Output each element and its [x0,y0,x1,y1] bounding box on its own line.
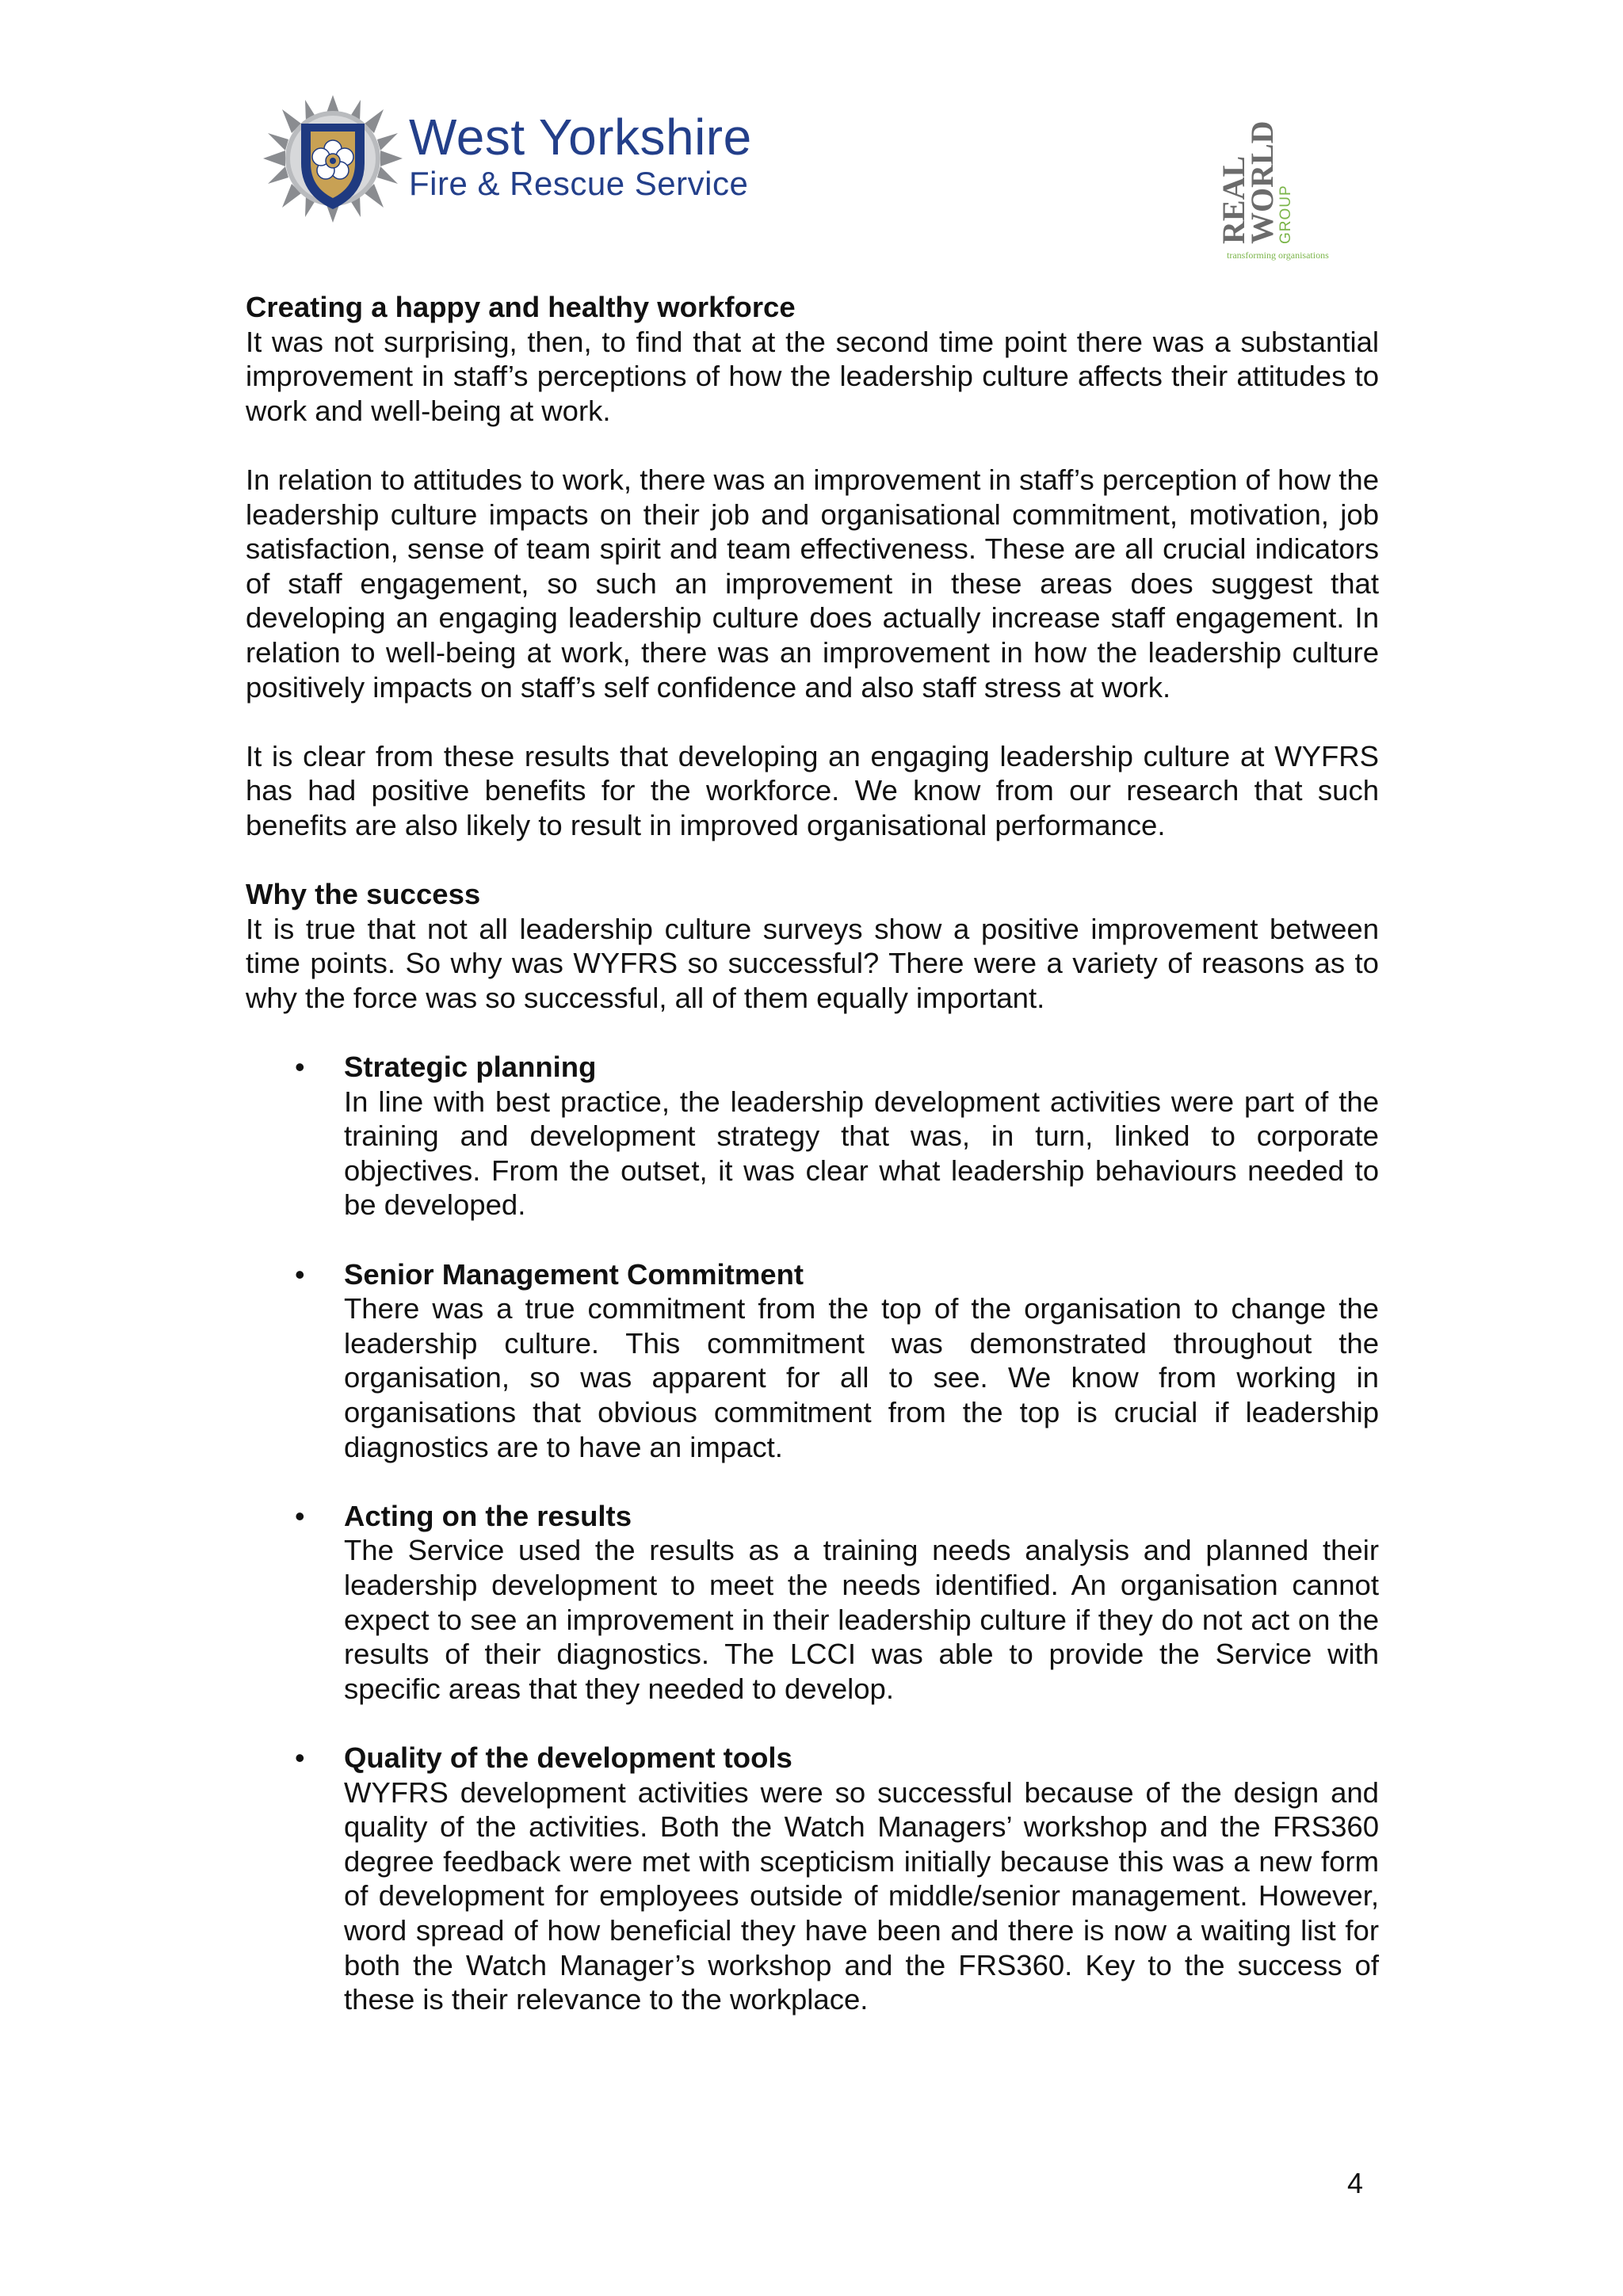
wyfrs-logo-subtitle: Fire & Rescue Service [409,165,749,202]
success-factors-list [246,1050,1379,2017]
rwg-logo-line2: WORLD [1244,120,1280,244]
paragraph: It was not surprising, then, to find that at the second time point there was a substantial improvement in staff’s perceptions of how the leadership culture affects their attitudes to work and well-being at work. [246,325,1379,427]
list-item-title: Quality of the development tools [344,1741,792,1774]
bullet-icon: • [295,1257,305,1291]
list-item [246,1050,1379,1222]
section-heading-workforce: Creating a happy and healthy workforce [246,291,796,323]
bullet-icon: • [295,1499,305,1532]
list-item [246,1257,1379,1465]
wyfrs-logo [262,93,785,228]
section-heading-why-success: Why the success [246,878,481,911]
wyfrs-logo-name: West Yorkshire [409,109,752,166]
page-number: 4 [1347,2167,1364,2199]
rwg-logo-tagline: transforming organisations [1227,250,1329,261]
paragraph: It is true that not all leadership culture surveys show a positive improvement between time points. So why was WYFRS so successful? There were a variety of reasons as to why the force was so successful, all of them equally important. [246,912,1379,1014]
list-item-body: There was a true commitment from the top of the organisation to change the leadership culture. This commitment was demonstrated throughout the organisation, so was apparent for all to see. We know from working in organisations that obvious commitment from the top is crucial if leadership diagnostics are to have an impact. [344,1292,1379,1463]
document-body [246,290,1379,2051]
wyfrs-star-shield-rose-icon [262,93,404,224]
paragraph: It is clear from these results that developing an engaging leadership culture at WYFRS has had positive benefits for the workforce. We know from our research that such benefits are also likely to result in improved organisational performance. [246,739,1379,841]
list-item [246,1499,1379,1707]
rwg-logo-line1: REAL [1216,155,1251,244]
list-item-body: The Service used the results as a training needs analysis and planned their leadership development to meet the needs identified. An organisation cannot expect to see an improvement in their leadership culture if they do not act on the results of their diagnostics. The LCCI was able to provide the Service with specific areas that they needed to develop. [344,1534,1379,1705]
list-item-body: In line with best practice, the leadership development activities were part of the training and development strategy that was, in turn, linked to corporate objectives. From the outset, it was clear what leadership behaviours needed to be developed. [344,1085,1379,1222]
list-item-title: Senior Management Commitment [344,1257,804,1291]
bullet-icon: • [295,1741,305,1774]
real-world-group-logo [1212,109,1355,268]
paragraph: In relation to attitudes to work, there was an improvement in staff’s perception of how the leadership culture impacts on their job and organisational commitment, motivation, job satisfaction, sense of team spirit and team effectiveness. These are all crucial indicators of staff engagement, so such an improvement in these areas does suggest that developing an engaging leadership culture does actually increase staff engagement. In relation to well-being at work, there was an improvement in how the leadership culture positively impacts on staff’s self confidence and also staff stress at work. [246,463,1379,704]
list-item-title: Acting on the results [344,1499,632,1532]
rwg-logo-line3: GROUP [1277,185,1294,244]
list-item-title: Strategic planning [344,1051,597,1084]
bullet-icon: • [295,1051,305,1084]
list-item [246,1741,1379,2017]
list-item-body: WYFRS development activities were so successful because of the design and quality of the activities. Both the Watch Managers’ workshop and the FRS360 degree feedback were met with scepticism initially because this was a new form of development for employees outside of middle/senior management. However, word spread of how beneficial they have been and there is now a waiting list for both the Watch Manager’s workshop and the FRS360. Key to the success of these is their relevance to the workplace. [344,1775,1379,2016]
wyfrs-logo-text [409,109,752,203]
